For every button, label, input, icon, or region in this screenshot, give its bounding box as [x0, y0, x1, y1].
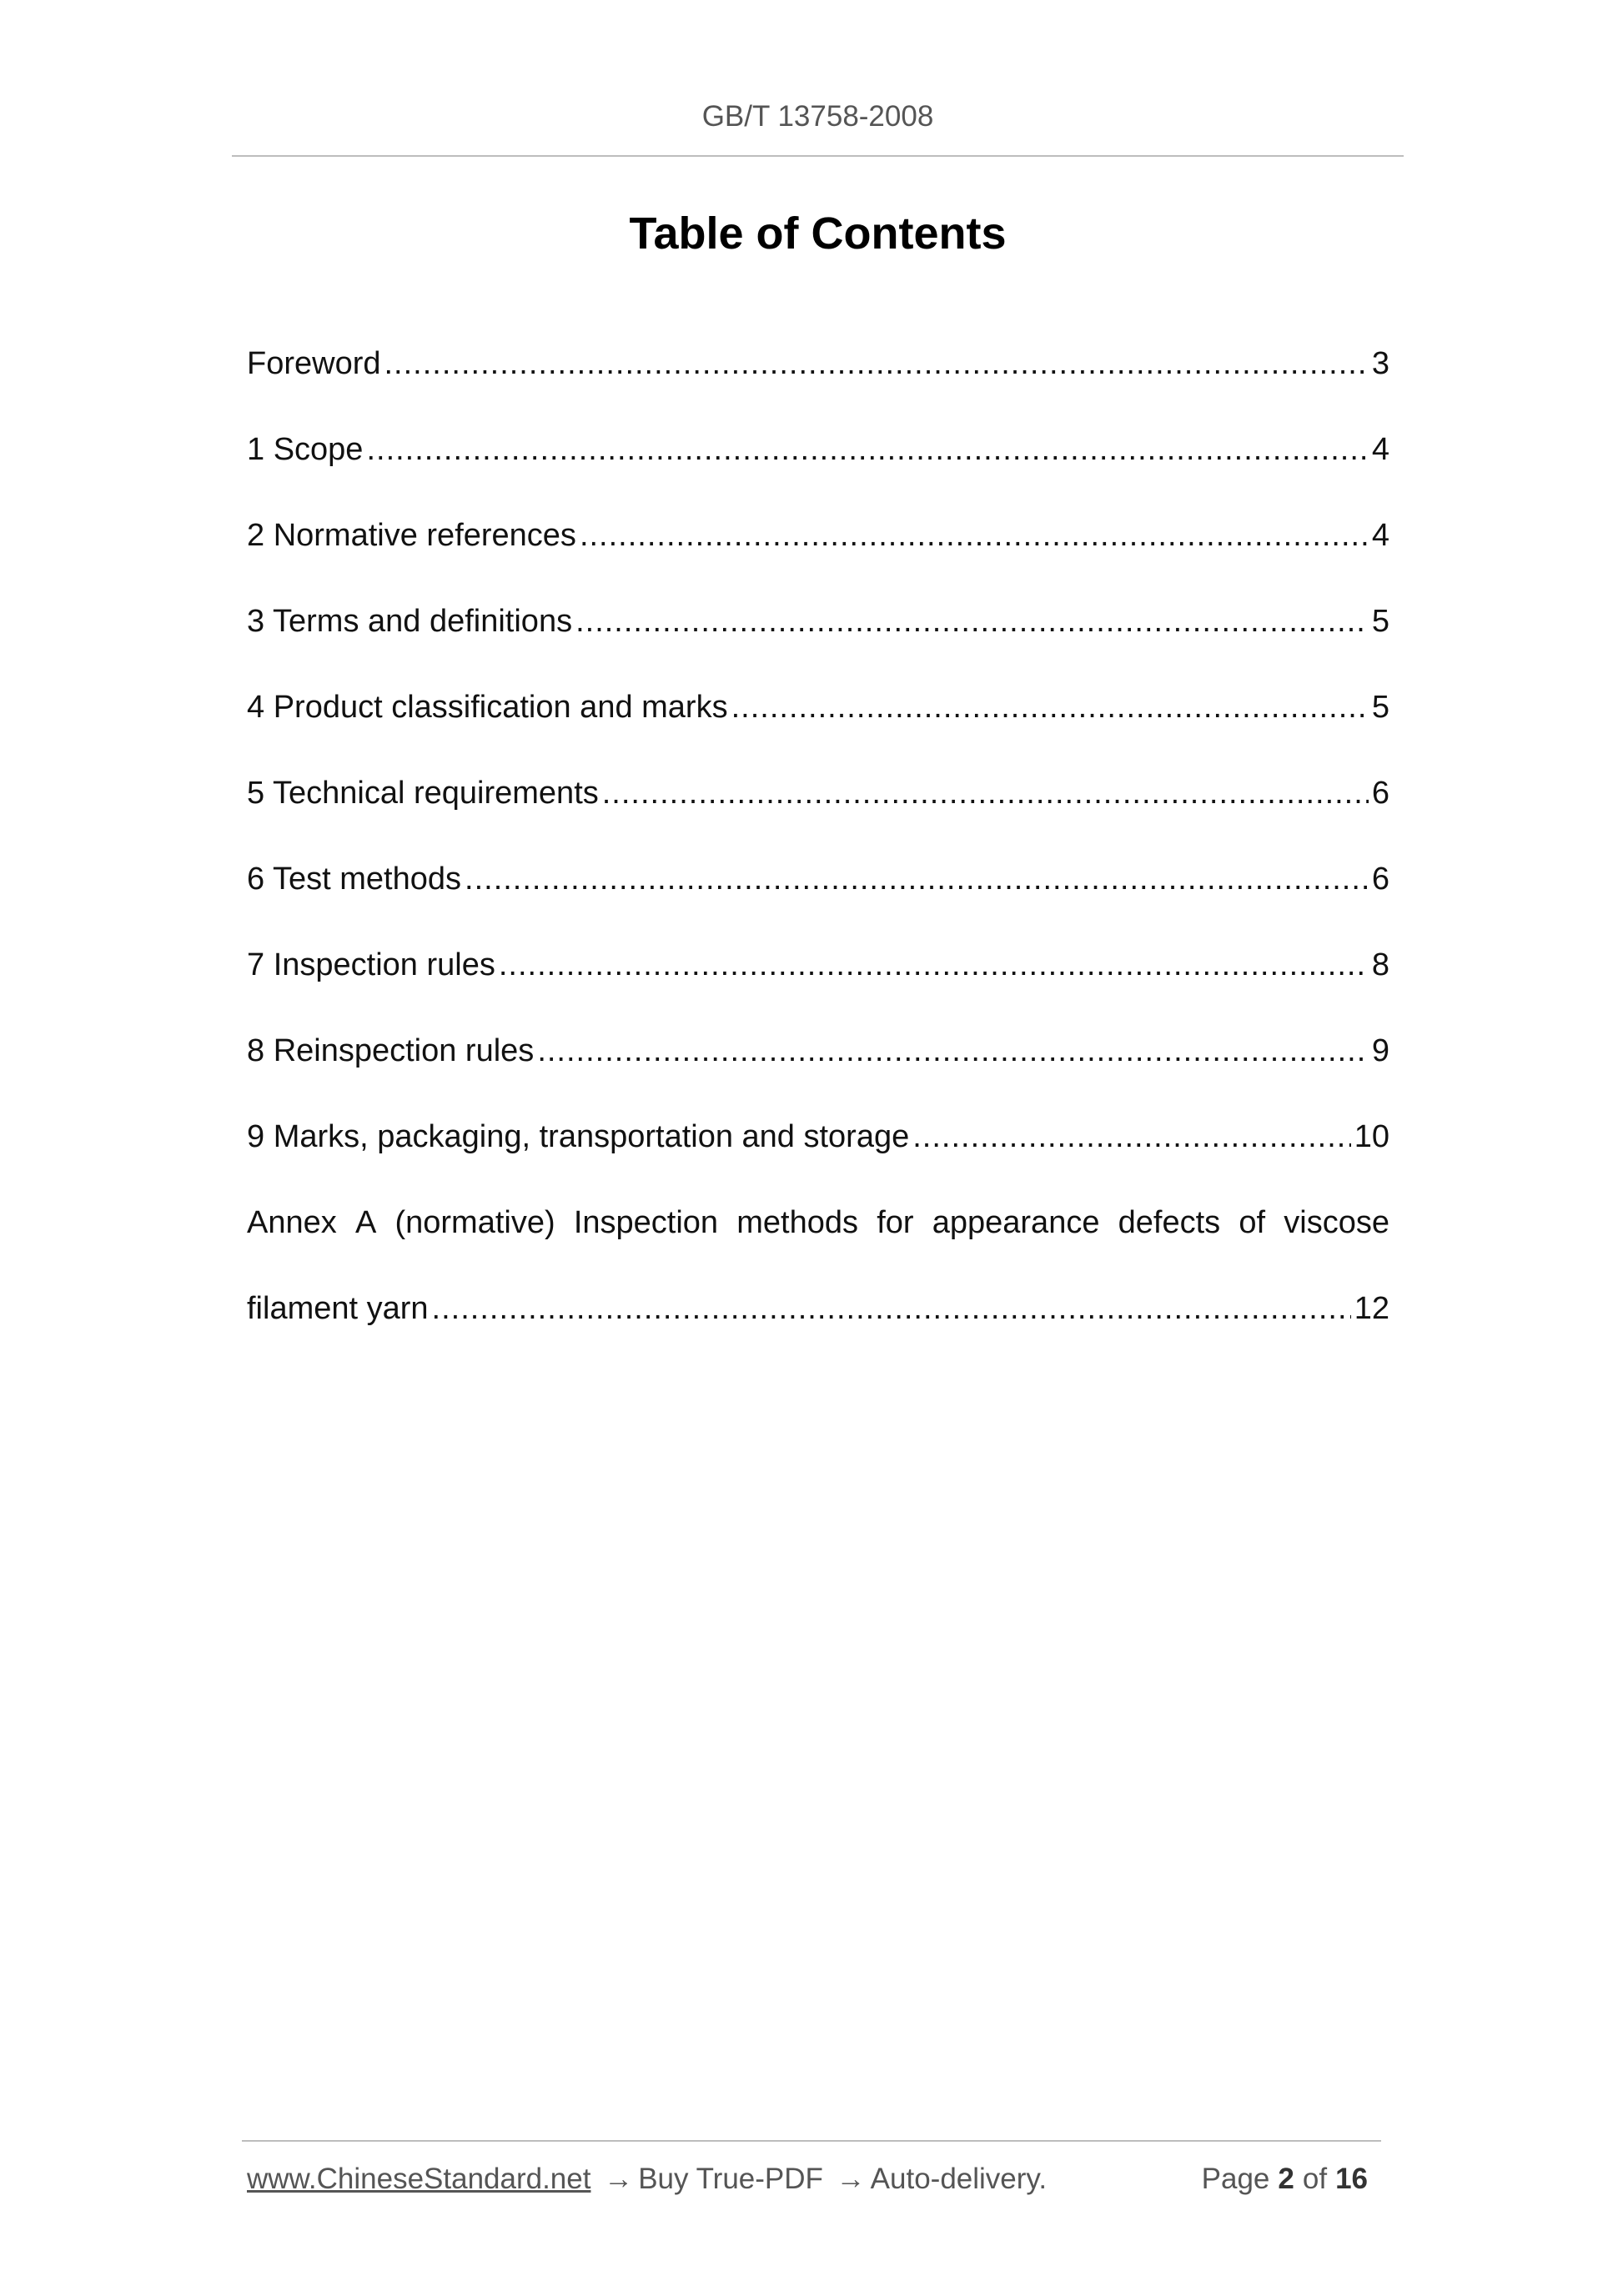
toc-entry-annex-a-line2[interactable]: [247, 1279, 1389, 1364]
toc-entry-page: 6: [1371, 776, 1389, 811]
toc-entry-page: 6: [1371, 862, 1389, 897]
arrow-right-icon: →: [836, 2163, 866, 2195]
toc-entry-label: 8 Reinspection rules: [247, 1033, 535, 1068]
toc-entry-scope[interactable]: [247, 420, 1389, 505]
toc-entry-test-methods[interactable]: [247, 849, 1389, 935]
toc-entry-label: 3 Terms and definitions: [247, 604, 573, 639]
page-word: Page: [1201, 2163, 1270, 2195]
toc-entry-label: 7 Inspection rules: [247, 947, 495, 982]
dot-leader: [731, 677, 1369, 737]
toc-entry-label: 6 Test methods: [247, 862, 462, 897]
buy-text: Buy True-PDF: [638, 2163, 823, 2195]
page-indicator: [1202, 2154, 1376, 2204]
dot-leader: [575, 591, 1369, 651]
site-link[interactable]: www.ChineseStandard.net: [247, 2163, 591, 2195]
dot-leader: [465, 849, 1369, 909]
annex-word: defects: [1118, 1205, 1221, 1240]
toc-entry-page: 4: [1371, 518, 1389, 553]
annex-word: appearance: [932, 1205, 1100, 1240]
footer-divider: [242, 2140, 1381, 2142]
dot-leader: [384, 334, 1369, 394]
toc-entry-page: 5: [1371, 604, 1389, 639]
annex-word: A: [354, 1205, 377, 1240]
running-header: GB/T 13758-2008: [701, 100, 934, 133]
annex-word: for: [877, 1205, 914, 1240]
toc-entry-label: filament yarn: [247, 1291, 429, 1326]
annex-word: Annex: [247, 1205, 337, 1240]
toc-entry-annex-a-line1[interactable]: [247, 1193, 1389, 1279]
toc-entry-label: 5 Technical requirements: [247, 776, 599, 811]
page-title: Table of Contents: [629, 208, 1007, 259]
toc-entry-page: 4: [1371, 432, 1389, 467]
toc-entry-product-classification[interactable]: [247, 677, 1389, 763]
toc-entry-page: 5: [1371, 690, 1389, 725]
total-pages-number: 16: [1335, 2163, 1368, 2195]
dot-leader: [499, 935, 1369, 995]
toc-entry-foreword[interactable]: [247, 334, 1389, 420]
footer-promo: [247, 2154, 1047, 2204]
dot-leader: [580, 505, 1369, 565]
header-divider: [232, 155, 1404, 157]
arrow-right-icon: →: [604, 2163, 634, 2195]
toc-entry-page: 8: [1371, 947, 1389, 982]
delivery-text: Auto-delivery.: [870, 2163, 1048, 2195]
dot-leader: [602, 763, 1369, 823]
toc-entry-label: 9 Marks, packaging, transportation and storage: [247, 1119, 910, 1154]
page-footer: [247, 2154, 1386, 2204]
toc-entry-page: 10: [1354, 1119, 1389, 1154]
toc-entry-terms-and-definitions[interactable]: [247, 591, 1389, 677]
annex-word: (normative): [394, 1205, 555, 1240]
toc-entry-label: 2 Normative references: [247, 518, 576, 553]
dot-leader: [432, 1279, 1351, 1339]
toc-entry-marks-packaging[interactable]: [247, 1107, 1389, 1193]
dot-leader: [366, 420, 1368, 480]
toc-entry-label: 4 Product classification and marks: [247, 690, 728, 725]
dot-leader: [912, 1107, 1350, 1167]
toc-entry-inspection-rules[interactable]: [247, 935, 1389, 1021]
toc-entry-technical-requirements[interactable]: [247, 763, 1389, 849]
annex-word: viscose: [1284, 1205, 1389, 1240]
annex-word: of: [1239, 1205, 1266, 1240]
dot-leader: [537, 1021, 1369, 1081]
current-page-number: 2: [1278, 2163, 1294, 2195]
toc-entry-label: 1 Scope: [247, 432, 364, 467]
of-word: of: [1302, 2163, 1328, 2195]
toc-entry-page: 9: [1371, 1033, 1389, 1068]
toc-entry-page: 12: [1354, 1291, 1389, 1326]
toc-entry-page: 3: [1371, 346, 1389, 381]
annex-word: Inspection: [573, 1205, 719, 1240]
table-of-contents: [247, 334, 1389, 1364]
annex-word: methods: [736, 1205, 858, 1240]
toc-entry-label: Foreword: [247, 346, 381, 381]
toc-entry-reinspection-rules[interactable]: [247, 1021, 1389, 1107]
toc-entry-normative-references[interactable]: [247, 505, 1389, 591]
